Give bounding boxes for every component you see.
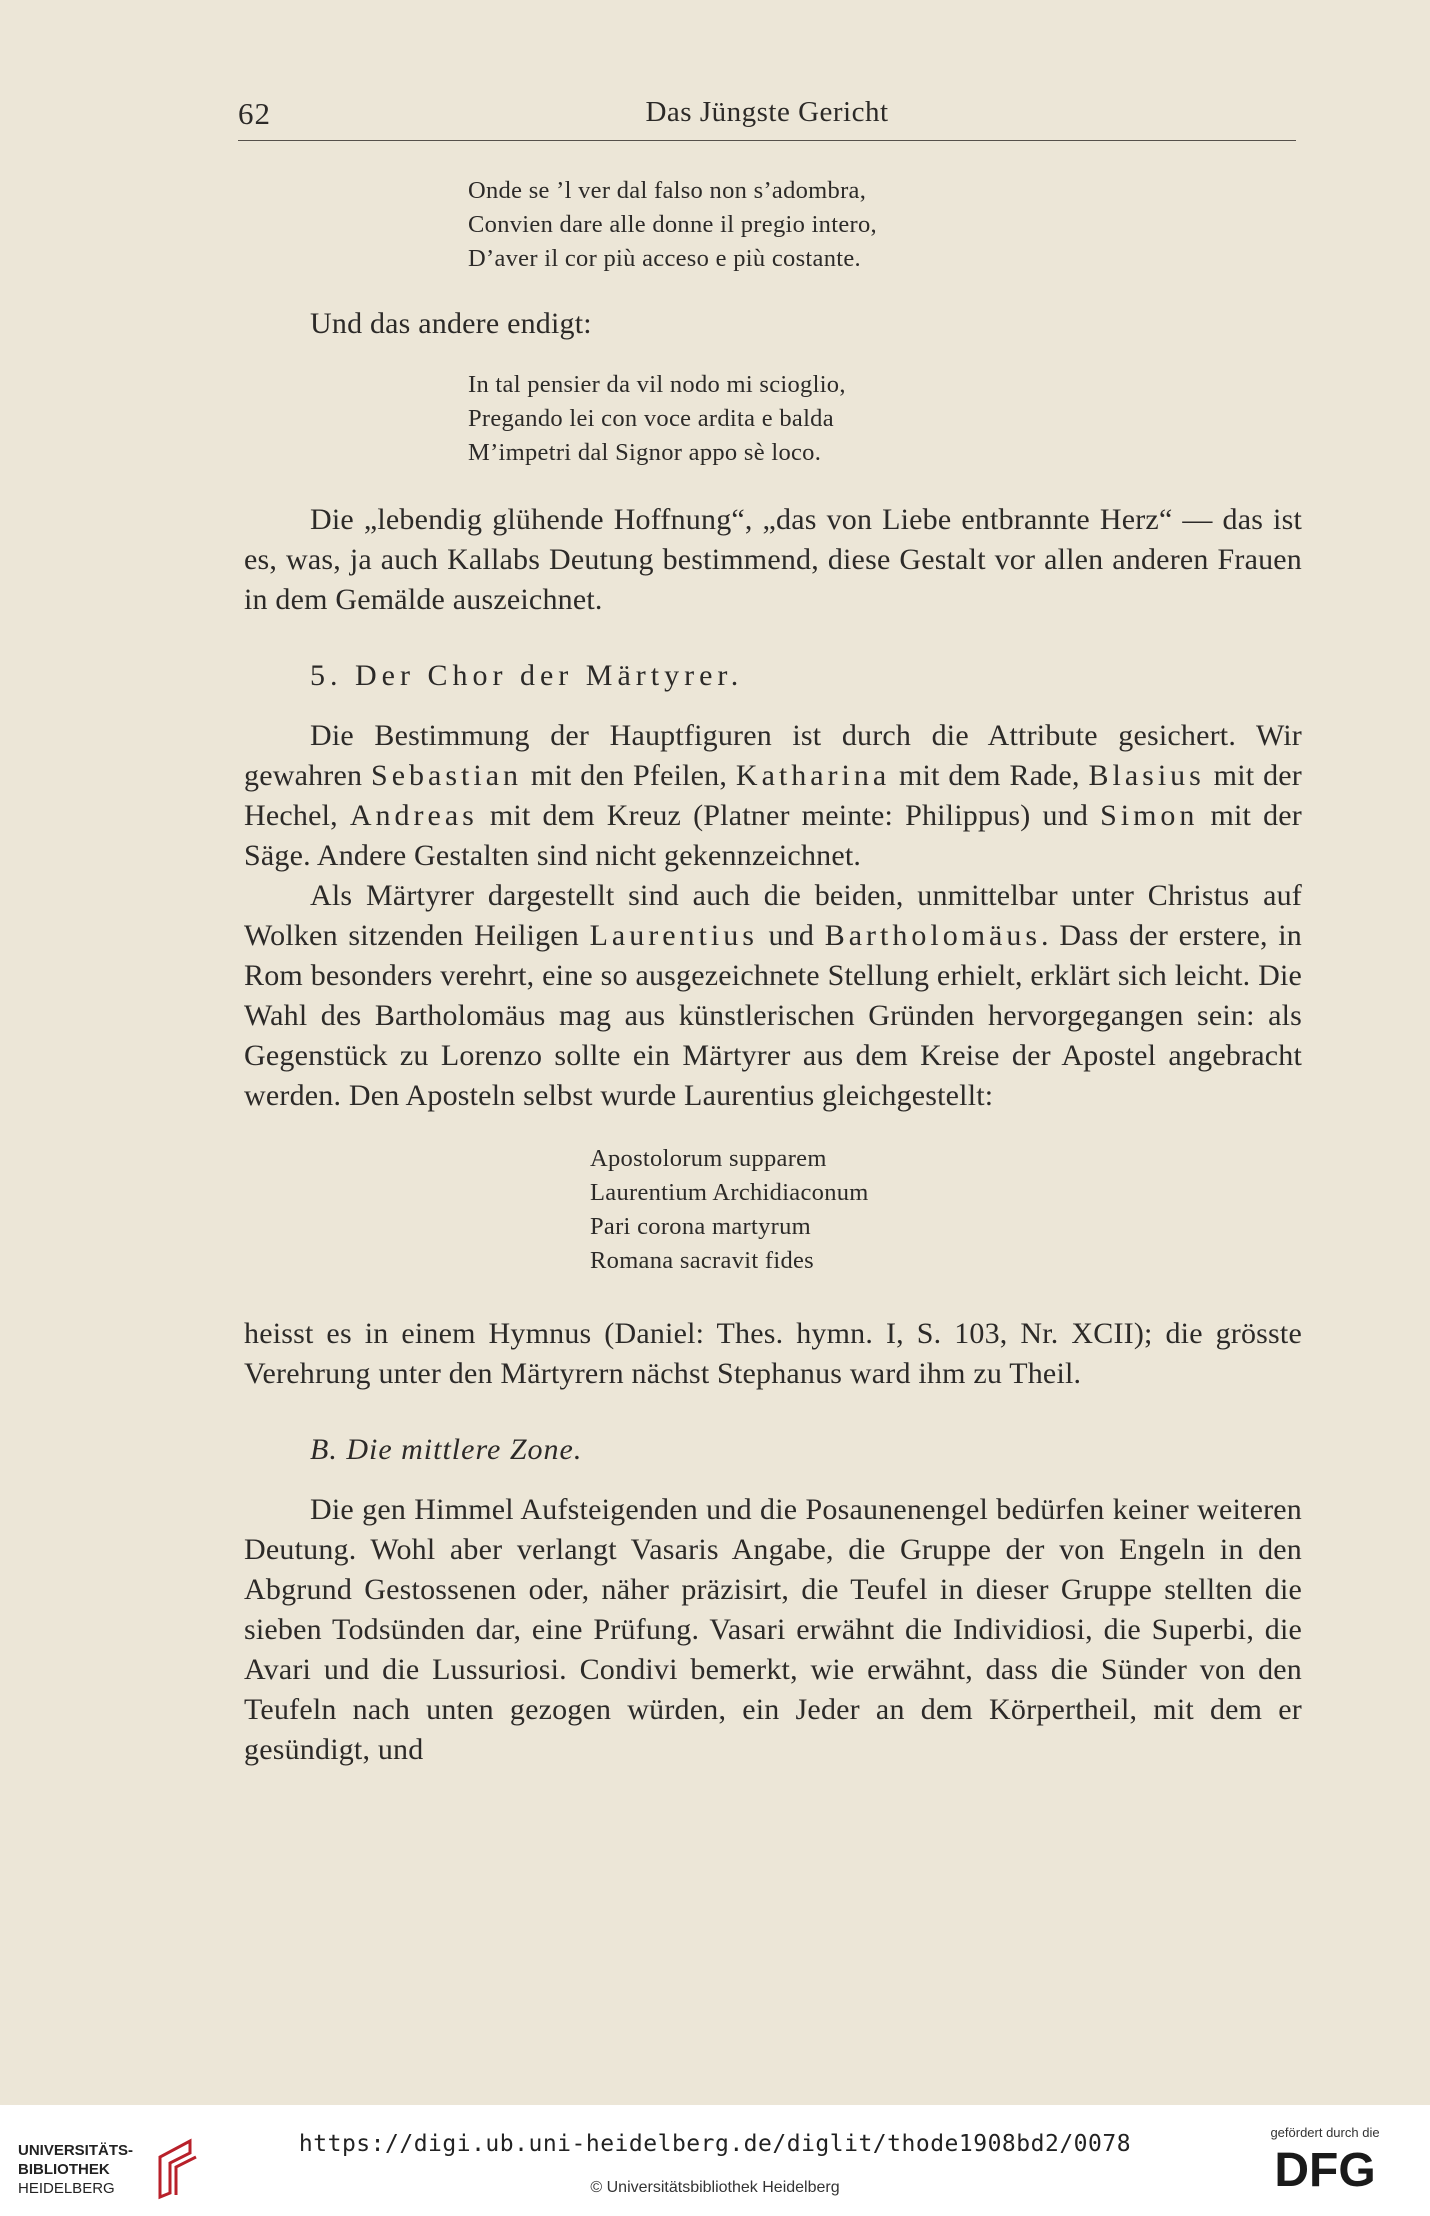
text-run: Als Märtyrer dargestellt sind auch die beiden, unmittelbar unter Christus auf Wolken sitzenden Heiligen bbox=[244, 879, 1302, 952]
viewer-footer bbox=[0, 2105, 1430, 2216]
section-heading-martyrer: 5. Der Chor der Märtyrer. bbox=[310, 659, 744, 692]
permalink-url[interactable]: https://digi.ub.uni-heidelberg.de/diglit/thode1908bd2/0078 bbox=[298, 2131, 1132, 2157]
dfg-logo[interactable] bbox=[1250, 2125, 1400, 2205]
verse-line: Laurentium Archidiaconum bbox=[590, 1179, 869, 1206]
text-run: und bbox=[757, 919, 825, 952]
paragraph-hoffnung: Die „lebendig glühende Hoffnung“, „das von Liebe entbrannte Herz“ — das ist es, was, ja auch Kallabs Deutung bestimmend, diese Gestalt vor allen anderen Frauen in dem Gemälde auszeichnet. bbox=[244, 503, 1302, 616]
section-heading-mittlere-zone: B. Die mittlere Zone. bbox=[310, 1433, 583, 1466]
verse-line: Pari corona martyrum bbox=[590, 1213, 811, 1240]
saint-name: Katharina bbox=[735, 759, 891, 792]
saint-name: Blasius bbox=[1088, 759, 1205, 792]
paragraph-laurentius bbox=[244, 876, 1302, 1116]
saint-name: Andreas bbox=[349, 799, 478, 832]
verse-block-italian-1 bbox=[468, 174, 1302, 276]
verse-block-hymn bbox=[590, 1142, 1302, 1278]
verse-line: D’aver il cor più acceso e più costante. bbox=[468, 245, 861, 272]
verse-line: Pregando lei con voce ardita e balda bbox=[468, 405, 834, 432]
dfg-logo-text: DFG bbox=[1274, 2146, 1376, 2190]
paragraph-hauptfiguren bbox=[244, 716, 1302, 876]
saint-name: Laurentius bbox=[589, 919, 758, 952]
copyright-notice: © Universitätsbibliothek Heidelberg bbox=[590, 2179, 840, 2196]
paragraph-hymnus: heisst es in einem Hymnus (Daniel: Thes. hymn. I, S. 103, Nr. XCII); die grösste Verehrung unter den Märtyrern nächst Stephanus ward ihm zu Theil. bbox=[244, 1317, 1302, 1390]
text-run: Die Bestimmung der Hauptfiguren ist durch die Attribute gesichert. Wir gewahren bbox=[244, 719, 1302, 792]
verse-line: Onde se ’l ver dal falso non s’adombra, bbox=[468, 177, 867, 204]
paragraph-intro: Und das andere endigt: bbox=[310, 307, 592, 340]
text-run: mit der Säge. Andere Gestalten sind nicht gekennzeichnet. bbox=[244, 799, 1302, 872]
verse-line: M’impetri dal Signor appo sè loco. bbox=[468, 439, 822, 466]
text-run: mit dem Kreuz (Platner meinte: Philippus) und bbox=[477, 799, 1101, 832]
text-run: mit den Pfeilen, bbox=[522, 759, 736, 792]
verse-line: Apostolorum supparem bbox=[590, 1145, 827, 1172]
logo-line: BIBLIOTHEK bbox=[18, 2161, 110, 2178]
paragraph-mittlere-zone: Die gen Himmel Aufsteigenden und die Posaunenengel bedürfen keiner weiteren Deutung. Wohl aber verlangt Vasaris Angabe, die Gruppe der von Engeln in den Abgrund Gestossenen oder, näher präzisirt, die Teufel in dieser Gruppe stellten die sieben Todsünden dar, eine Prüfung. Vasari erwähnt die Individiosi, die Superbi, die Avari und die Lussuriosi. Condivi bemerkt, wie erwähnt, dass die Sünder von den Teufeln nach unten gezogen würden, ein Jeder an dem Körpertheil, mit dem er gesündigt, und bbox=[244, 1493, 1302, 1766]
text-run: mit dem Rade, bbox=[890, 759, 1089, 792]
saint-name: Sebastian bbox=[371, 759, 523, 792]
text-run: mit der Hechel, bbox=[244, 759, 1302, 832]
verse-line: Convien dare alle donne il pregio intero, bbox=[468, 211, 877, 238]
dfg-logo-mark-icon bbox=[1255, 2146, 1395, 2190]
logo-line: UNIVERSITÄTS- bbox=[18, 2142, 134, 2159]
verse-line: Romana sacravit fides bbox=[590, 1247, 815, 1274]
logo-line: HEIDELBERG bbox=[18, 2180, 115, 2197]
saint-name: Simon bbox=[1100, 799, 1199, 832]
verse-line: In tal pensier da vil nodo mi scioglio, bbox=[468, 371, 846, 398]
funded-by-text: gefördert durch die bbox=[1270, 2125, 1380, 2140]
page-body bbox=[244, 168, 1302, 1770]
page-header bbox=[238, 96, 1296, 141]
saint-name: Bartholomäus bbox=[824, 919, 1042, 952]
text-run: . Dass der erstere, in Rom besonders verehrt, eine so ausgezeichnete Stellung erhielt, erklärt sich leicht. Die Wahl des Bartholomäus mag aus künstlerischen Gründen hervorgegangen sein: als Gegenstück zu Lorenzo sollte ein Märtyrer aus dem Kreise der Apostel angebracht werden. Den Aposteln selbst wurde Laurentius gleichgestellt: bbox=[244, 919, 1303, 1112]
verse-block-italian-2 bbox=[468, 368, 1302, 470]
running-title: Das Jüngste Gericht bbox=[645, 96, 889, 128]
page-number: 62 bbox=[238, 96, 271, 131]
